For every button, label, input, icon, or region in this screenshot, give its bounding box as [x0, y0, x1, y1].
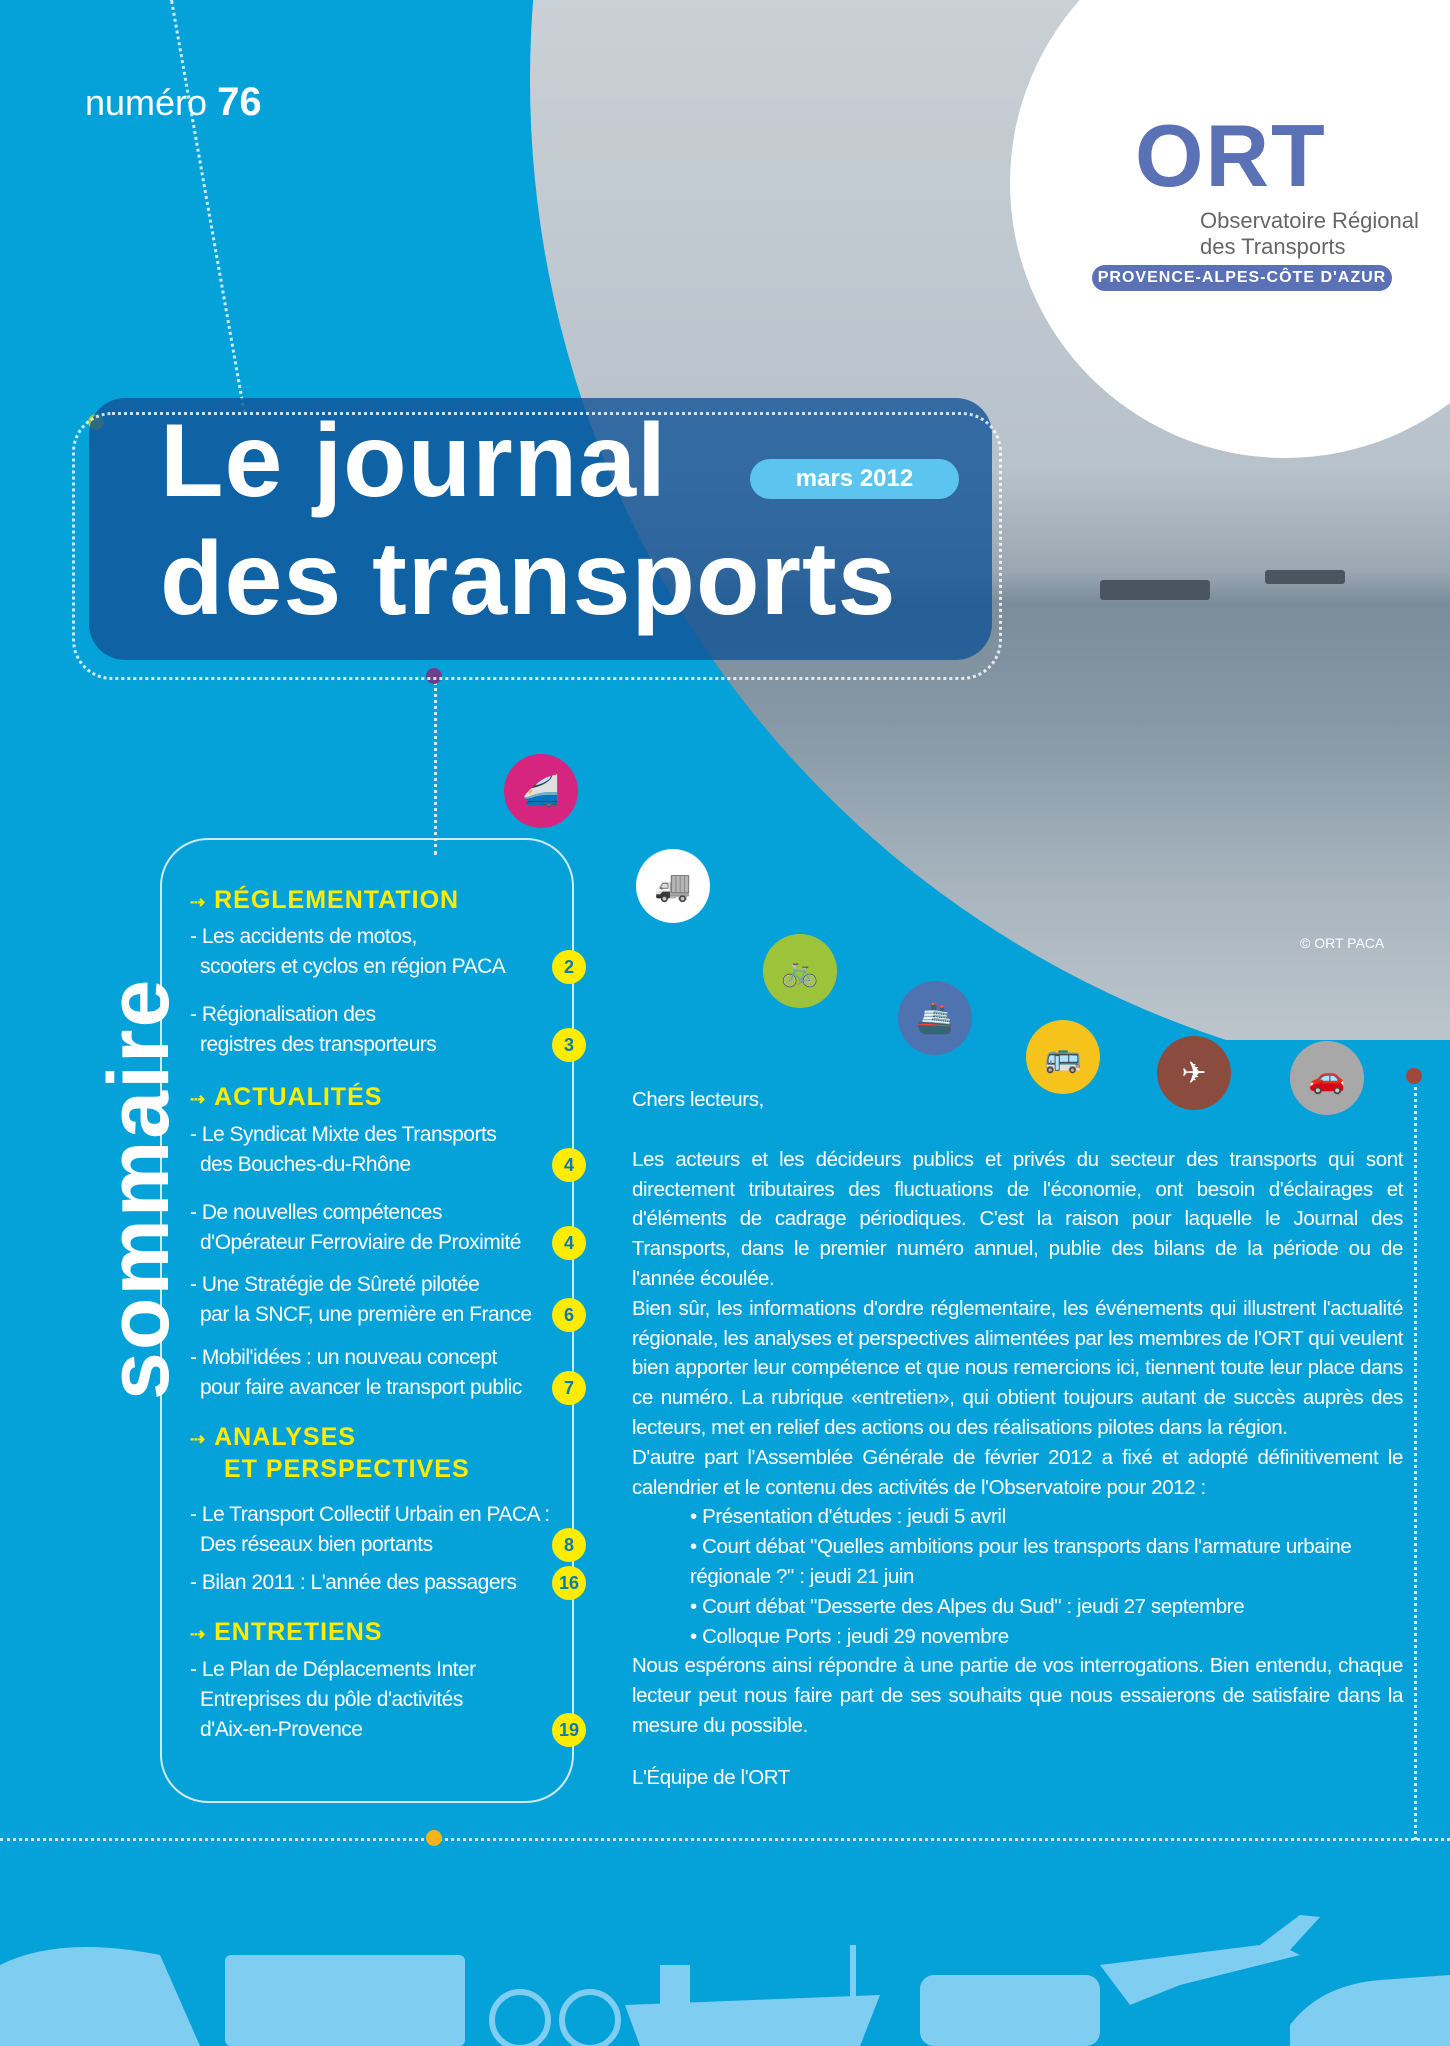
arrow-icon: ⇢	[190, 1624, 207, 1644]
section-title: ANALYSES	[214, 1423, 356, 1451]
ort-name-line1: Observatoire Régional	[1200, 208, 1419, 233]
title-line1: Le journal	[160, 403, 667, 519]
section-title: RÉGLEMENTATION	[214, 886, 460, 914]
ort-name-line2: des Transports	[1200, 234, 1346, 259]
item-line: - Régionalisation des	[190, 1003, 376, 1026]
page-number-badge[interactable]: 7	[552, 1371, 586, 1405]
event-item: • Présentation d'études : jeudi 5 avril	[690, 1502, 1403, 1532]
letter-signature: L'Équipe de l'ORT	[632, 1765, 790, 1789]
letter-paragraph: Bien sûr, les informations d'ordre réglementaire, les événements qui illustrent l'actualité régionale, les analyses et perspectives alimentées par les membres de l'ORT qui veulent bien apporter leur compétence et que nous remercions ici, tiennent toute leur place dans ce numéro. La rubrique «entretien», qui obtient toujours autant de succès auprès des lecteurs, met en relief des actions ou des réalisations pilotes dans la région.	[632, 1296, 1403, 1439]
section-heading[interactable]	[190, 1422, 470, 1484]
arrow-icon: ⇢	[190, 1429, 207, 1449]
ort-region: PROVENCE-ALPES-CÔTE D'AZUR	[1092, 265, 1392, 291]
event-item: • Court débat "Quelles ambitions pour les transports dans l'armature urbaine régionale ?" : jeudi 21 juin	[690, 1532, 1403, 1592]
dot-red	[1406, 1068, 1422, 1084]
sommaire-item[interactable]	[190, 922, 550, 982]
truck-silhouette-icon	[225, 1955, 465, 2046]
page-number-badge[interactable]: 6	[552, 1298, 586, 1332]
train-silhouette-icon	[0, 1947, 200, 2046]
dotted-line-right	[1414, 1080, 1417, 1840]
editorial-letter	[632, 1085, 1403, 1793]
issue-number	[85, 80, 262, 125]
sommaire-item[interactable]	[190, 1270, 550, 1330]
page-number-badge[interactable]: 4	[552, 1148, 586, 1182]
issue-label: numéro	[85, 82, 208, 123]
plane-icon: ✈	[1157, 1036, 1231, 1110]
item-line: scooters et cyclos en région PACA	[200, 955, 506, 978]
section-heading[interactable]	[190, 1617, 382, 1649]
item-line: Entreprises du pôle d'activités	[200, 1688, 463, 1711]
dotted-line-bottom	[0, 1838, 1450, 1841]
letter-paragraph: Nous espérons ainsi répondre à une partie de vos interrogations. Bien entendu, chaque lecteur peut nous faire part de ses souhaits que nous essaierons de satisfaire dans la mesure du possible.	[632, 1654, 1403, 1737]
item-line: - Le Plan de Déplacements Inter	[190, 1658, 476, 1681]
item-line: Des réseaux bien portants	[200, 1533, 433, 1556]
bicycle-icon: 🚲	[763, 934, 837, 1008]
truck-icon: 🚚	[636, 849, 710, 923]
transport-silhouettes	[0, 1895, 1450, 2046]
dotted-line-mid	[434, 675, 437, 855]
issue-date: mars 2012	[750, 459, 959, 499]
bus-icon: 🚌	[1026, 1020, 1100, 1094]
page-number-badge[interactable]: 2	[552, 950, 586, 984]
arrow-icon: ⇢	[190, 1089, 207, 1109]
item-line: - Une Stratégie de Sûreté pilotée	[190, 1273, 480, 1296]
page-number-badge[interactable]: 8	[552, 1528, 586, 1562]
issue-value: 76	[217, 80, 262, 124]
section-title: ACTUALITÉS	[214, 1083, 383, 1111]
ship-icon: 🚢	[898, 981, 972, 1055]
dot-orange	[426, 1830, 442, 1846]
car-silhouette-icon	[1290, 1975, 1450, 2046]
page-number-badge[interactable]: 3	[552, 1028, 586, 1062]
letter-paragraph: Les acteurs et les décideurs publics et privés du secteur des transports qui sont directement tributaires des fluctuations de l'économie, ont besoin d'éclairages et d'éléments de cadrage périodiques. C'est la raison pour laquelle le Journal des Transports, dans le premier numéro annuel, publie des bilans de la période ou de l'année écoulée.	[632, 1147, 1403, 1290]
item-line: - Bilan 2011 : L'année des passagers	[190, 1571, 517, 1594]
sommaire-label: sommaire	[91, 977, 187, 1400]
item-line: registres des transporteurs	[200, 1033, 437, 1056]
bicycle-silhouette-icon	[492, 1992, 548, 2046]
item-line: - Les accidents de motos,	[190, 925, 417, 948]
sommaire-item[interactable]	[190, 1343, 550, 1403]
ort-logo: ORT	[1135, 106, 1327, 205]
bicycle-wheel-icon	[562, 1992, 618, 2046]
ship-1	[1100, 580, 1210, 600]
item-line: - Le Transport Collectif Urbain en PACA :	[190, 1503, 550, 1526]
ship-silhouette-icon	[625, 1945, 880, 2046]
ship-2	[1265, 570, 1345, 584]
item-line: d'Opérateur Ferroviaire de Proximité	[200, 1231, 521, 1254]
section-heading[interactable]	[190, 885, 459, 917]
photo-credit: © ORT PACA	[1300, 935, 1385, 951]
title-line2: des transports	[160, 521, 897, 637]
event-item: • Court débat "Desserte des Alpes du Sud" : jeudi 27 septembre	[690, 1592, 1403, 1622]
item-line: des Bouches-du-Rhône	[200, 1153, 411, 1176]
train-icon: 🚄	[504, 754, 578, 828]
section-title-2: ET PERSPECTIVES	[224, 1455, 470, 1483]
section-title: ENTRETIENS	[214, 1618, 383, 1646]
item-line: pour faire avancer le transport public	[200, 1376, 522, 1399]
sommaire-item[interactable]	[190, 1655, 550, 1745]
plane-silhouette-icon	[1100, 1915, 1320, 2005]
section-heading[interactable]	[190, 1082, 382, 1114]
sommaire-item[interactable]	[190, 1500, 550, 1560]
page-number-badge[interactable]: 16	[552, 1566, 586, 1600]
bus-silhouette-icon	[920, 1975, 1100, 2046]
sommaire-item[interactable]	[190, 1000, 550, 1060]
item-line: d'Aix-en-Provence	[200, 1718, 363, 1741]
letter-paragraph: D'autre part l'Assemblée Générale de février 2012 a fixé et adopté définitivement le calendrier et le contenu des activités de l'Observatoire pour 2012 :	[632, 1445, 1403, 1499]
event-item: • Colloque Ports : jeudi 29 novembre	[690, 1622, 1403, 1652]
car-icon: 🚗	[1290, 1041, 1364, 1115]
arrow-icon: ⇢	[190, 892, 207, 912]
page-number-badge[interactable]: 19	[552, 1713, 586, 1747]
events-list	[632, 1502, 1403, 1651]
letter-greeting: Chers lecteurs,	[632, 1088, 764, 1111]
item-line: par la SNCF, une première en France	[200, 1303, 532, 1326]
sommaire-item[interactable]	[190, 1120, 550, 1180]
page-number-badge[interactable]: 4	[552, 1226, 586, 1260]
item-line: - Le Syndicat Mixte des Transports	[190, 1123, 497, 1146]
journal-title	[160, 402, 896, 638]
ort-name	[1200, 208, 1419, 260]
sommaire-item[interactable]	[190, 1568, 550, 1598]
item-line: - De nouvelles compétences	[190, 1201, 442, 1224]
item-line: - Mobil'idées : un nouveau concept	[190, 1346, 497, 1369]
sommaire-item[interactable]	[190, 1198, 550, 1258]
